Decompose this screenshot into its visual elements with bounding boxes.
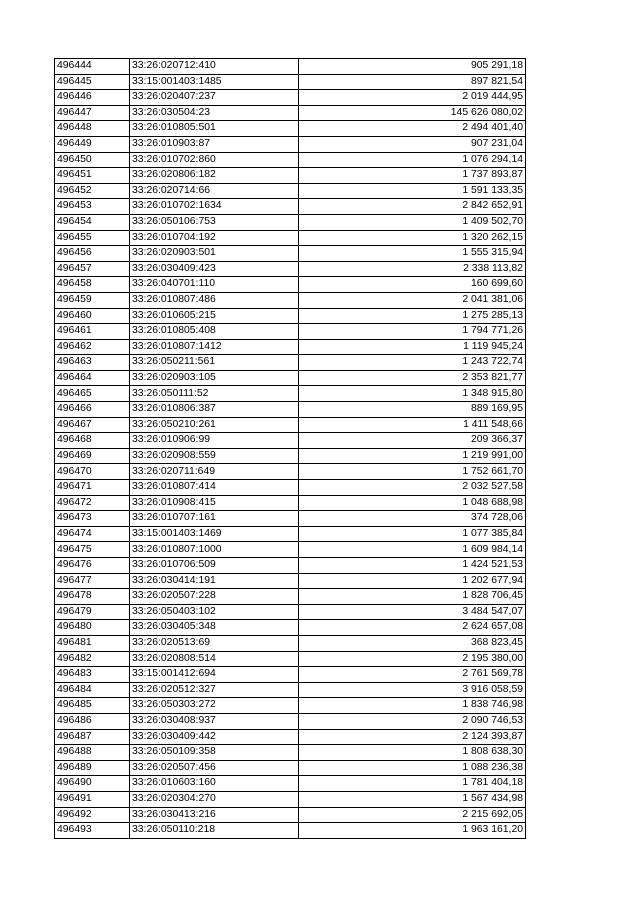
record-number-cell: 496444 xyxy=(55,59,130,75)
record-number-cell: 496461 xyxy=(55,324,130,340)
table-row xyxy=(55,90,526,106)
table-row xyxy=(55,277,526,293)
record-number-cell: 496455 xyxy=(55,230,130,246)
cadastral-value-cell: 209 366,37 xyxy=(299,433,526,449)
table-row xyxy=(55,791,526,807)
cadastral-number-cell: 33:26:010706:509 xyxy=(130,558,299,574)
record-number-cell: 496479 xyxy=(55,604,130,620)
cadastral-value-cell: 1 119 945,24 xyxy=(299,339,526,355)
record-number-cell: 496480 xyxy=(55,620,130,636)
table-row xyxy=(55,682,526,698)
table-row xyxy=(55,807,526,823)
cadastral-number-cell: 33:26:010603:160 xyxy=(130,776,299,792)
cadastral-value-cell: 1 424 521,53 xyxy=(299,558,526,574)
table-row xyxy=(55,433,526,449)
cadastral-number-cell: 33:26:050211:561 xyxy=(130,355,299,371)
record-number-cell: 496473 xyxy=(55,511,130,527)
cadastral-number-cell: 33:26:020808:514 xyxy=(130,651,299,667)
cadastral-value-cell: 2 215 692,05 xyxy=(299,807,526,823)
cadastral-value-cell: 2 624 657,08 xyxy=(299,620,526,636)
cadastral-value-cell: 2 041 381,06 xyxy=(299,292,526,308)
cadastral-number-cell: 33:26:010807:486 xyxy=(130,292,299,308)
table-row xyxy=(55,729,526,745)
cadastral-value-cell: 2 124 393,87 xyxy=(299,729,526,745)
cadastral-number-cell: 33:26:030504:23 xyxy=(130,105,299,121)
cadastral-value-cell: 889 169,95 xyxy=(299,402,526,418)
record-number-cell: 496482 xyxy=(55,651,130,667)
cadastral-value-cell: 1 838 746,98 xyxy=(299,698,526,714)
table-row xyxy=(55,121,526,137)
table-row xyxy=(55,402,526,418)
table-row xyxy=(55,448,526,464)
table-row xyxy=(55,417,526,433)
cadastral-value-cell: 1 076 294,14 xyxy=(299,152,526,168)
cadastral-number-cell: 33:26:010805:501 xyxy=(130,121,299,137)
cadastral-number-cell: 33:26:010704:192 xyxy=(130,230,299,246)
table-row xyxy=(55,355,526,371)
cadastral-value-cell: 897 821,54 xyxy=(299,74,526,90)
record-number-cell: 496467 xyxy=(55,417,130,433)
cadastral-value-cell: 907 231,04 xyxy=(299,136,526,152)
table-row xyxy=(55,589,526,605)
record-number-cell: 496451 xyxy=(55,168,130,184)
table-row xyxy=(55,168,526,184)
table-row xyxy=(55,713,526,729)
record-number-cell: 496491 xyxy=(55,791,130,807)
table-row xyxy=(55,292,526,308)
table-body xyxy=(55,59,526,839)
table-row xyxy=(55,308,526,324)
table-row xyxy=(55,776,526,792)
table-row xyxy=(55,526,526,542)
cadastral-number-cell: 33:26:010908:415 xyxy=(130,495,299,511)
record-number-cell: 496475 xyxy=(55,542,130,558)
record-number-cell: 496472 xyxy=(55,495,130,511)
record-number-cell: 496456 xyxy=(55,246,130,262)
record-number-cell: 496487 xyxy=(55,729,130,745)
record-number-cell: 496484 xyxy=(55,682,130,698)
table-row xyxy=(55,261,526,277)
record-number-cell: 496481 xyxy=(55,635,130,651)
cadastral-value-cell: 1 781 404,18 xyxy=(299,776,526,792)
record-number-cell: 496445 xyxy=(55,74,130,90)
record-number-cell: 496460 xyxy=(55,308,130,324)
cadastral-value-cell: 2 353 821,77 xyxy=(299,370,526,386)
cadastral-number-cell: 33:26:010707:161 xyxy=(130,511,299,527)
cadastral-value-cell: 1 088 236,38 xyxy=(299,760,526,776)
record-number-cell: 496490 xyxy=(55,776,130,792)
record-number-cell: 496493 xyxy=(55,823,130,839)
cadastral-number-cell: 33:26:050109:358 xyxy=(130,745,299,761)
table-row xyxy=(55,604,526,620)
cadastral-value-cell: 1 243 722,74 xyxy=(299,355,526,371)
table-row xyxy=(55,199,526,215)
cadastral-value-cell: 1 202 677,94 xyxy=(299,573,526,589)
cadastral-number-cell: 33:26:010807:414 xyxy=(130,480,299,496)
record-number-cell: 496450 xyxy=(55,152,130,168)
cadastral-value-cell: 368 823,45 xyxy=(299,635,526,651)
table-row xyxy=(55,542,526,558)
record-number-cell: 496457 xyxy=(55,261,130,277)
cadastral-number-cell: 33:26:050210:261 xyxy=(130,417,299,433)
cadastral-number-cell: 33:26:020711:649 xyxy=(130,464,299,480)
table-row xyxy=(55,324,526,340)
record-number-cell: 496446 xyxy=(55,90,130,106)
record-number-cell: 496449 xyxy=(55,136,130,152)
cadastral-number-cell: 33:26:020806:182 xyxy=(130,168,299,184)
table-row xyxy=(55,823,526,839)
table-row xyxy=(55,246,526,262)
cadastral-value-cell: 3 484 547,07 xyxy=(299,604,526,620)
cadastral-value-cell: 145 626 080,02 xyxy=(299,105,526,121)
cadastral-number-cell: 33:26:050106:753 xyxy=(130,214,299,230)
record-number-cell: 496459 xyxy=(55,292,130,308)
cadastral-number-cell: 33:26:020908:559 xyxy=(130,448,299,464)
cadastral-value-cell: 2 842 652,91 xyxy=(299,199,526,215)
cadastral-number-cell: 33:26:020714:66 xyxy=(130,183,299,199)
cadastral-number-cell: 33:26:030405:348 xyxy=(130,620,299,636)
record-number-cell: 496483 xyxy=(55,667,130,683)
record-number-cell: 496452 xyxy=(55,183,130,199)
record-number-cell: 496492 xyxy=(55,807,130,823)
cadastral-number-cell: 33:26:020712:410 xyxy=(130,59,299,75)
cadastral-number-cell: 33:26:020507:228 xyxy=(130,589,299,605)
cadastral-value-cell: 1 409 502,70 xyxy=(299,214,526,230)
table-row xyxy=(55,105,526,121)
table-row xyxy=(55,230,526,246)
cadastral-number-cell: 33:26:050111:52 xyxy=(130,386,299,402)
record-number-cell: 496485 xyxy=(55,698,130,714)
cadastral-number-cell: 33:26:010906:99 xyxy=(130,433,299,449)
cadastral-number-cell: 33:26:040701:110 xyxy=(130,277,299,293)
record-number-cell: 496447 xyxy=(55,105,130,121)
record-number-cell: 496471 xyxy=(55,480,130,496)
table-row xyxy=(55,667,526,683)
table-row xyxy=(55,464,526,480)
cadastral-number-cell: 33:26:030413:216 xyxy=(130,807,299,823)
cadastral-value-cell: 1 794 771,26 xyxy=(299,324,526,340)
record-number-cell: 496448 xyxy=(55,121,130,137)
table-row xyxy=(55,495,526,511)
cadastral-number-cell: 33:26:030409:423 xyxy=(130,261,299,277)
table-row xyxy=(55,651,526,667)
cadastral-number-cell: 33:26:010605:215 xyxy=(130,308,299,324)
table-row xyxy=(55,386,526,402)
cadastral-number-cell: 33:26:010702:1634 xyxy=(130,199,299,215)
record-number-cell: 496474 xyxy=(55,526,130,542)
cadastral-number-cell: 33:15:001403:1469 xyxy=(130,526,299,542)
table-row xyxy=(55,136,526,152)
cadastral-number-cell: 33:26:030414:191 xyxy=(130,573,299,589)
table-row xyxy=(55,183,526,199)
parcel-table xyxy=(54,58,526,839)
table-row xyxy=(55,760,526,776)
cadastral-number-cell: 33:26:010807:1000 xyxy=(130,542,299,558)
cadastral-value-cell: 1 737 893,87 xyxy=(299,168,526,184)
cadastral-number-cell: 33:26:020507:456 xyxy=(130,760,299,776)
record-number-cell: 496486 xyxy=(55,713,130,729)
table-row xyxy=(55,573,526,589)
record-number-cell: 496470 xyxy=(55,464,130,480)
record-number-cell: 496476 xyxy=(55,558,130,574)
cadastral-number-cell: 33:26:050110:218 xyxy=(130,823,299,839)
table-row xyxy=(55,635,526,651)
table-row xyxy=(55,152,526,168)
cadastral-value-cell: 1 609 984,14 xyxy=(299,542,526,558)
cadastral-number-cell: 33:26:010806:387 xyxy=(130,402,299,418)
cadastral-value-cell: 1 411 548,66 xyxy=(299,417,526,433)
cadastral-value-cell: 2 338 113,82 xyxy=(299,261,526,277)
table-row xyxy=(55,698,526,714)
record-number-cell: 496468 xyxy=(55,433,130,449)
record-number-cell: 496465 xyxy=(55,386,130,402)
cadastral-number-cell: 33:26:050403:102 xyxy=(130,604,299,620)
table-row xyxy=(55,620,526,636)
cadastral-number-cell: 33:26:020304:270 xyxy=(130,791,299,807)
cadastral-number-cell: 33:26:010805:408 xyxy=(130,324,299,340)
table-row xyxy=(55,558,526,574)
cadastral-number-cell: 33:15:001412:694 xyxy=(130,667,299,683)
record-number-cell: 496488 xyxy=(55,745,130,761)
cadastral-value-cell: 1 077 385,84 xyxy=(299,526,526,542)
record-number-cell: 496464 xyxy=(55,370,130,386)
table-row xyxy=(55,480,526,496)
cadastral-number-cell: 33:26:020512:327 xyxy=(130,682,299,698)
record-number-cell: 496462 xyxy=(55,339,130,355)
cadastral-value-cell: 2 494 401,40 xyxy=(299,121,526,137)
cadastral-value-cell: 1 752 661,70 xyxy=(299,464,526,480)
cadastral-value-cell: 1 555 315,94 xyxy=(299,246,526,262)
cadastral-value-cell: 1 048 688,98 xyxy=(299,495,526,511)
table-row xyxy=(55,339,526,355)
record-number-cell: 496478 xyxy=(55,589,130,605)
record-number-cell: 496454 xyxy=(55,214,130,230)
cadastral-number-cell: 33:26:020407:237 xyxy=(130,90,299,106)
cadastral-value-cell: 1 275 285,13 xyxy=(299,308,526,324)
table-row xyxy=(55,214,526,230)
cadastral-number-cell: 33:26:020903:105 xyxy=(130,370,299,386)
cadastral-number-cell: 33:26:050303:272 xyxy=(130,698,299,714)
cadastral-value-cell: 1 808 638,30 xyxy=(299,745,526,761)
table-row xyxy=(55,745,526,761)
record-number-cell: 496458 xyxy=(55,277,130,293)
record-number-cell: 496469 xyxy=(55,448,130,464)
cadastral-number-cell: 33:15:001403:1485 xyxy=(130,74,299,90)
cadastral-value-cell: 2 019 444,95 xyxy=(299,90,526,106)
cadastral-number-cell: 33:26:010903:87 xyxy=(130,136,299,152)
table-row xyxy=(55,370,526,386)
cadastral-number-cell: 33:26:020513:69 xyxy=(130,635,299,651)
cadastral-value-cell: 2 761 569,78 xyxy=(299,667,526,683)
cadastral-value-cell: 1 828 706,45 xyxy=(299,589,526,605)
cadastral-value-cell: 3 916 058,59 xyxy=(299,682,526,698)
table-row xyxy=(55,74,526,90)
cadastral-value-cell: 905 291,18 xyxy=(299,59,526,75)
cadastral-number-cell: 33:26:010807:1412 xyxy=(130,339,299,355)
cadastral-value-cell: 1 567 434,98 xyxy=(299,791,526,807)
cadastral-value-cell: 1 219 991,00 xyxy=(299,448,526,464)
cadastral-value-cell: 160 699,60 xyxy=(299,277,526,293)
record-number-cell: 496466 xyxy=(55,402,130,418)
record-number-cell: 496477 xyxy=(55,573,130,589)
record-number-cell: 496489 xyxy=(55,760,130,776)
record-number-cell: 496453 xyxy=(55,199,130,215)
cadastral-number-cell: 33:26:030409:442 xyxy=(130,729,299,745)
cadastral-value-cell: 1 963 161,20 xyxy=(299,823,526,839)
record-number-cell: 496463 xyxy=(55,355,130,371)
table-row xyxy=(55,59,526,75)
cadastral-number-cell: 33:26:020903:501 xyxy=(130,246,299,262)
cadastral-value-cell: 2 195 380,00 xyxy=(299,651,526,667)
cadastral-value-cell: 1 348 915,80 xyxy=(299,386,526,402)
cadastral-value-cell: 374 728,06 xyxy=(299,511,526,527)
cadastral-value-cell: 2 090 746,53 xyxy=(299,713,526,729)
table-row xyxy=(55,511,526,527)
cadastral-value-cell: 1 320 262,15 xyxy=(299,230,526,246)
cadastral-value-cell: 1 591 133,35 xyxy=(299,183,526,199)
cadastral-value-cell: 2 032 527,58 xyxy=(299,480,526,496)
cadastral-number-cell: 33:26:010702:860 xyxy=(130,152,299,168)
cadastral-number-cell: 33:26:030408:937 xyxy=(130,713,299,729)
